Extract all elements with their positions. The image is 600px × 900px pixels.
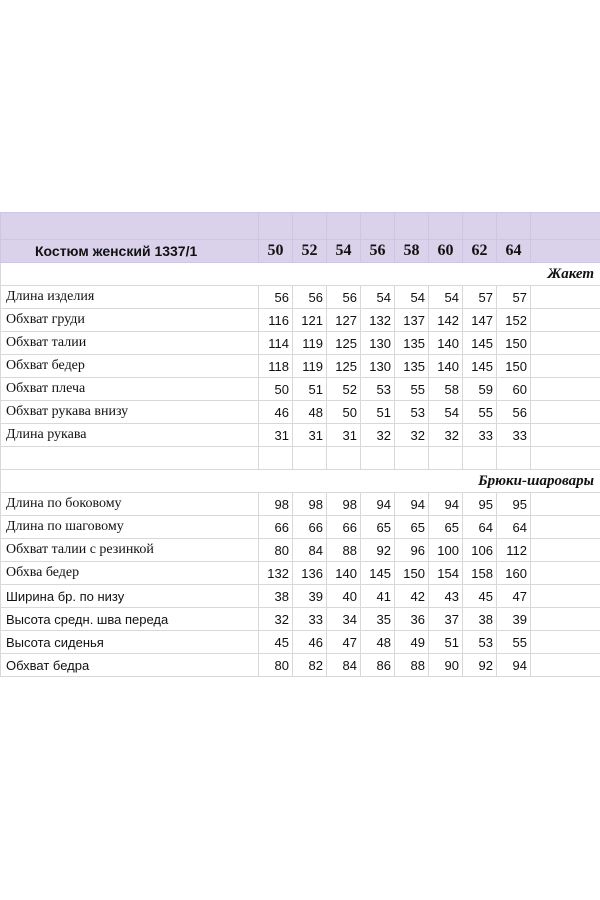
trousers-rows	[1, 493, 600, 677]
table-row	[1, 309, 600, 332]
measurement-label: Обхват талии с резинкой	[1, 539, 259, 562]
measurement-value: 137	[395, 309, 429, 332]
measurement-value: 49	[395, 631, 429, 654]
measurement-value: 125	[327, 355, 361, 378]
size-header: 62	[463, 240, 497, 263]
measurement-value: 94	[361, 493, 395, 516]
measurement-value: 66	[293, 516, 327, 539]
jacket-rows	[1, 286, 600, 447]
measurement-value: 96	[395, 539, 429, 562]
measurement-label: Обхват бедер	[1, 355, 259, 378]
measurement-value: 106	[463, 539, 497, 562]
measurement-label: Обхват талии	[1, 332, 259, 355]
size-header: 60	[429, 240, 463, 263]
measurement-value: 31	[293, 424, 327, 447]
measurement-value: 38	[259, 585, 293, 608]
measurement-value: 56	[497, 401, 531, 424]
measurement-value: 160	[497, 562, 531, 585]
measurement-value: 60	[497, 378, 531, 401]
measurement-value: 50	[327, 401, 361, 424]
measurement-value: 84	[327, 654, 361, 677]
measurement-value: 136	[293, 562, 327, 585]
section-title-row	[1, 470, 600, 493]
measurement-value: 145	[463, 355, 497, 378]
measurement-value: 55	[463, 401, 497, 424]
table-row	[1, 378, 600, 401]
measurement-label: Обхват груди	[1, 309, 259, 332]
measurement-value: 80	[259, 539, 293, 562]
measurement-value: 150	[497, 332, 531, 355]
measurement-value: 140	[327, 562, 361, 585]
measurement-value: 150	[497, 355, 531, 378]
measurement-value: 32	[395, 424, 429, 447]
measurement-value: 55	[497, 631, 531, 654]
measurement-value: 125	[327, 332, 361, 355]
measurement-value: 39	[293, 585, 327, 608]
measurement-value: 33	[463, 424, 497, 447]
measurement-value: 132	[361, 309, 395, 332]
measurement-value: 158	[463, 562, 497, 585]
header-band	[1, 213, 600, 240]
table-row	[1, 585, 600, 608]
measurement-value: 88	[395, 654, 429, 677]
table-row	[1, 631, 600, 654]
table-row	[1, 286, 600, 309]
measurement-value: 130	[361, 332, 395, 355]
measurement-value: 46	[293, 631, 327, 654]
measurement-value: 94	[395, 493, 429, 516]
measurement-value: 53	[361, 378, 395, 401]
measurement-value: 140	[429, 355, 463, 378]
measurement-value: 145	[463, 332, 497, 355]
measurement-value: 47	[327, 631, 361, 654]
measurement-value: 140	[429, 332, 463, 355]
spacer-row	[1, 447, 600, 470]
measurement-label: Обхват рукава внизу	[1, 401, 259, 424]
table-row	[1, 401, 600, 424]
measurement-value: 57	[463, 286, 497, 309]
measurement-value: 54	[395, 286, 429, 309]
measurement-value: 32	[361, 424, 395, 447]
measurement-value: 35	[361, 608, 395, 631]
measurement-value: 41	[361, 585, 395, 608]
measurement-value: 45	[463, 585, 497, 608]
measurement-value: 33	[497, 424, 531, 447]
measurement-label: Длина рукава	[1, 424, 259, 447]
measurement-value: 114	[259, 332, 293, 355]
size-header: 50	[259, 240, 293, 263]
measurement-value: 54	[361, 286, 395, 309]
table-row	[1, 608, 600, 631]
size-header: 54	[327, 240, 361, 263]
measurement-value: 154	[429, 562, 463, 585]
measurement-value: 145	[361, 562, 395, 585]
measurement-value: 47	[497, 585, 531, 608]
measurement-value: 32	[429, 424, 463, 447]
table-row	[1, 562, 600, 585]
measurement-value: 119	[293, 332, 327, 355]
measurement-value: 36	[395, 608, 429, 631]
table-row	[1, 539, 600, 562]
table-row	[1, 424, 600, 447]
measurement-value: 135	[395, 355, 429, 378]
measurement-value: 80	[259, 654, 293, 677]
measurement-value: 39	[497, 608, 531, 631]
section-title-row	[1, 263, 600, 286]
measurement-value: 92	[463, 654, 497, 677]
measurement-value: 53	[395, 401, 429, 424]
measurement-label: Высота сиденья	[1, 631, 259, 654]
measurement-value: 95	[497, 493, 531, 516]
size-header: 58	[395, 240, 429, 263]
measurement-value: 64	[497, 516, 531, 539]
size-chart-table	[0, 212, 600, 677]
size-chart-sheet	[0, 212, 600, 677]
measurement-value: 66	[327, 516, 361, 539]
measurement-value: 150	[395, 562, 429, 585]
measurement-value: 147	[463, 309, 497, 332]
measurement-value: 57	[497, 286, 531, 309]
measurement-value: 112	[497, 539, 531, 562]
header-row	[1, 240, 600, 263]
measurement-value: 121	[293, 309, 327, 332]
table-row	[1, 516, 600, 539]
measurement-label: Обхват бедра	[1, 654, 259, 677]
measurement-value: 34	[327, 608, 361, 631]
measurement-value: 56	[293, 286, 327, 309]
measurement-value: 90	[429, 654, 463, 677]
measurement-value: 52	[327, 378, 361, 401]
measurement-label: Ширина бр. по низу	[1, 585, 259, 608]
measurement-value: 98	[327, 493, 361, 516]
measurement-value: 46	[259, 401, 293, 424]
measurement-value: 82	[293, 654, 327, 677]
measurement-value: 56	[259, 286, 293, 309]
measurement-label: Обхва бедер	[1, 562, 259, 585]
table-row	[1, 654, 600, 677]
size-header: 56	[361, 240, 395, 263]
measurement-value: 51	[429, 631, 463, 654]
measurement-label: Высота средн. шва переда	[1, 608, 259, 631]
measurement-value: 48	[293, 401, 327, 424]
measurement-value: 45	[259, 631, 293, 654]
measurement-value: 58	[429, 378, 463, 401]
table-row	[1, 355, 600, 378]
table-row	[1, 332, 600, 355]
measurement-value: 38	[463, 608, 497, 631]
measurement-value: 132	[259, 562, 293, 585]
measurement-value: 98	[259, 493, 293, 516]
measurement-value: 98	[293, 493, 327, 516]
measurement-value: 127	[327, 309, 361, 332]
measurement-value: 84	[293, 539, 327, 562]
measurement-value: 119	[293, 355, 327, 378]
measurement-value: 66	[259, 516, 293, 539]
measurement-value: 92	[361, 539, 395, 562]
measurement-value: 31	[259, 424, 293, 447]
measurement-value: 55	[395, 378, 429, 401]
measurement-label: Длина изделия	[1, 286, 259, 309]
measurement-value: 51	[361, 401, 395, 424]
section-title-jacket: Жакет	[1, 263, 600, 286]
measurement-value: 31	[327, 424, 361, 447]
measurement-label: Длина по боковому	[1, 493, 259, 516]
measurement-label: Обхват плеча	[1, 378, 259, 401]
measurement-value: 130	[361, 355, 395, 378]
chart-title: Костюм женский 1337/1	[1, 240, 259, 263]
measurement-value: 135	[395, 332, 429, 355]
measurement-value: 50	[259, 378, 293, 401]
measurement-value: 43	[429, 585, 463, 608]
measurement-value: 65	[429, 516, 463, 539]
measurement-value: 37	[429, 608, 463, 631]
measurement-value: 95	[463, 493, 497, 516]
measurement-value: 65	[395, 516, 429, 539]
measurement-value: 142	[429, 309, 463, 332]
measurement-value: 116	[259, 309, 293, 332]
measurement-value: 54	[429, 286, 463, 309]
measurement-value: 59	[463, 378, 497, 401]
measurement-value: 94	[497, 654, 531, 677]
measurement-value: 33	[293, 608, 327, 631]
measurement-value: 64	[463, 516, 497, 539]
section-title-trousers: Брюки-шаровары	[1, 470, 600, 493]
measurement-value: 51	[293, 378, 327, 401]
measurement-value: 86	[361, 654, 395, 677]
measurement-value: 100	[429, 539, 463, 562]
size-header: 64	[497, 240, 531, 263]
measurement-value: 48	[361, 631, 395, 654]
measurement-value: 94	[429, 493, 463, 516]
size-header: 52	[293, 240, 327, 263]
measurement-value: 56	[327, 286, 361, 309]
measurement-value: 32	[259, 608, 293, 631]
measurement-value: 42	[395, 585, 429, 608]
measurement-value: 54	[429, 401, 463, 424]
measurement-label: Длина по шаговому	[1, 516, 259, 539]
table-row	[1, 493, 600, 516]
measurement-value: 53	[463, 631, 497, 654]
measurement-value: 65	[361, 516, 395, 539]
measurement-value: 88	[327, 539, 361, 562]
measurement-value: 152	[497, 309, 531, 332]
measurement-value: 118	[259, 355, 293, 378]
measurement-value: 40	[327, 585, 361, 608]
